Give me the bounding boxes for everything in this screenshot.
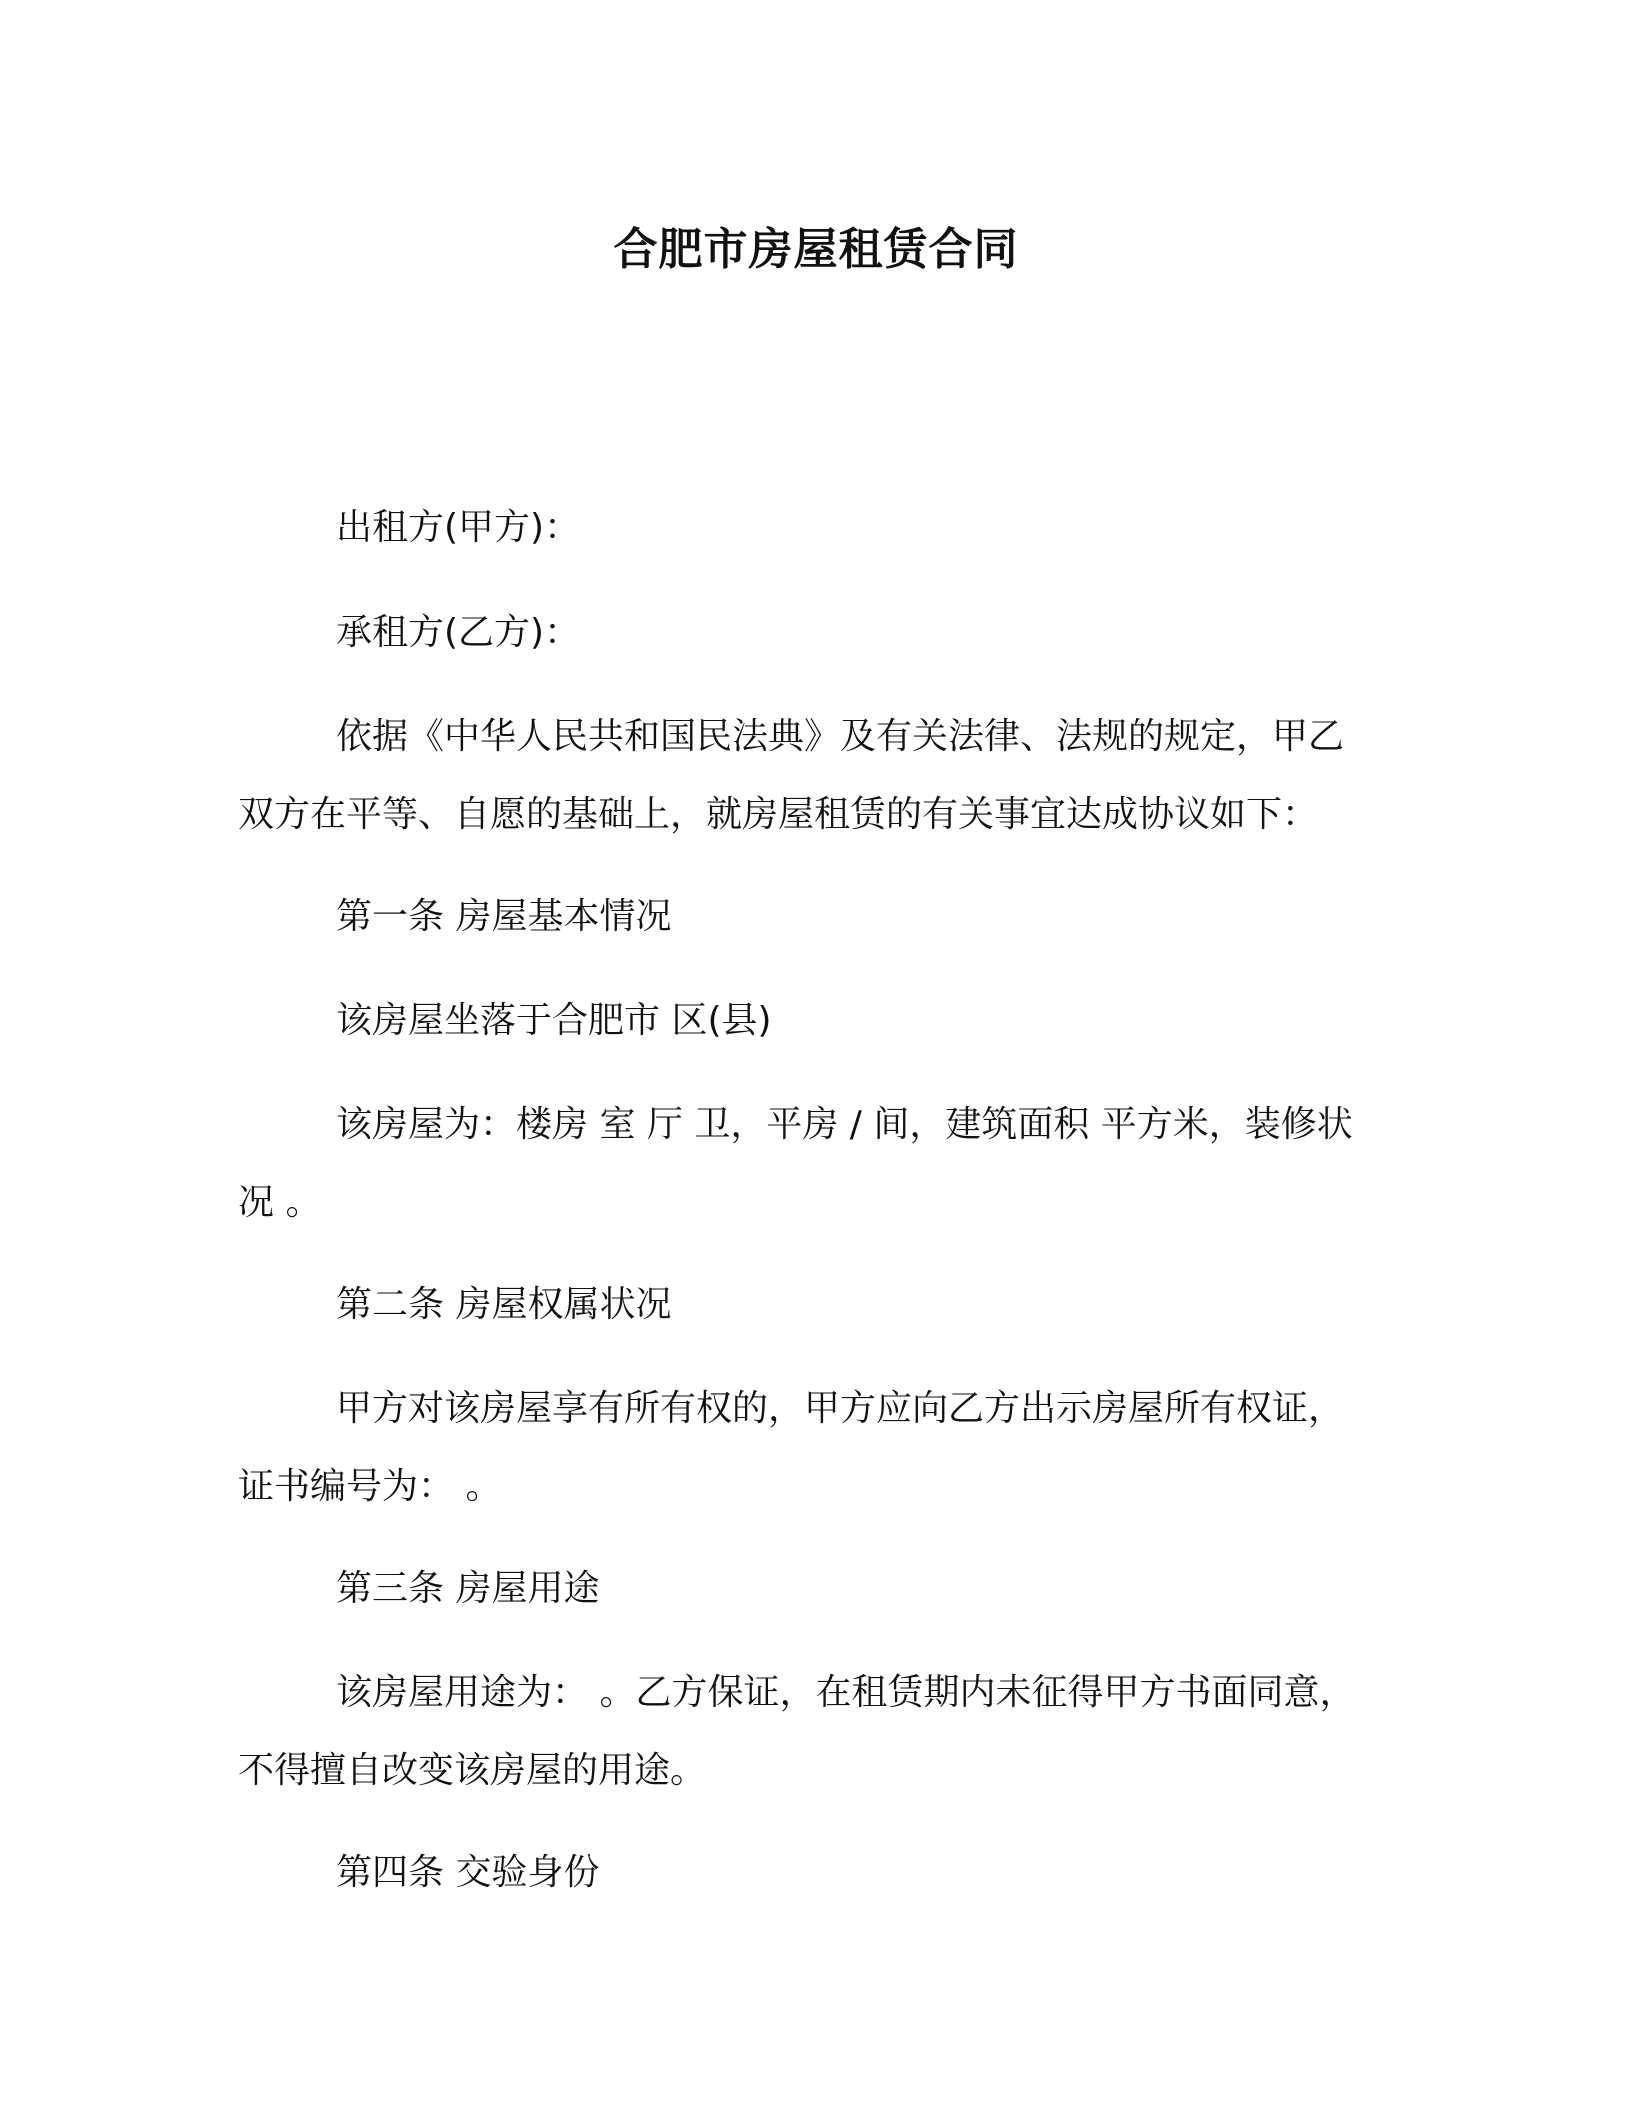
paragraph-line: 第二条 房屋权属状况 [336, 1284, 672, 1325]
paragraph-line: 依据《中华人民共和国民法典》及有关法律、法规的规定，甲乙 [336, 716, 1345, 757]
lessor-line [238, 489, 1383, 567]
paragraph-line: 第一条 房屋基本情况 [336, 896, 672, 937]
ownership-paragraph [238, 1370, 1383, 1526]
paragraph-line: 况 。 [238, 1182, 322, 1223]
usage-paragraph [238, 1654, 1383, 1810]
paragraph-line: 双方在平等、自愿的基础上，就房屋租赁的有关事宜达成协议如下： [238, 794, 1319, 835]
lessee-line [238, 594, 1383, 672]
paragraph-line: 该房屋用途为： 。乙方保证，在租赁期内未征得甲方书面同意， [336, 1672, 1356, 1713]
paragraph-line: 不得擅自改变该房屋的用途。 [238, 1750, 707, 1791]
paragraph-line: 甲方对该房屋享有所有权的，甲方应向乙方出示房屋所有权证， [336, 1388, 1345, 1429]
document-title: 合肥市房屋租赁合同 [613, 224, 1019, 275]
article-2-heading [238, 1266, 1383, 1344]
paragraph-line: 第四条 交验身份 [336, 1852, 600, 1893]
article-4-heading [238, 1834, 1383, 1912]
paragraph-line: 该房屋坐落于合肥市 区(县) [336, 1000, 772, 1041]
paragraph-line: 证书编号为： 。 [238, 1466, 502, 1507]
paragraph-line: 承租方(乙方)： [336, 612, 581, 653]
paragraph-line: 该房屋为：楼房 室 厅 卫，平房 / 间，建筑面积 平方米，装修状 [336, 1104, 1353, 1145]
property-location-line [238, 982, 1383, 1060]
paragraph-line: 出租方(甲方)： [336, 507, 581, 548]
article-3-heading [238, 1550, 1383, 1628]
article-1-heading [238, 878, 1383, 956]
property-description-paragraph [238, 1086, 1383, 1242]
paragraph-line: 第三条 房屋用途 [336, 1568, 600, 1609]
preamble-paragraph [238, 698, 1383, 854]
